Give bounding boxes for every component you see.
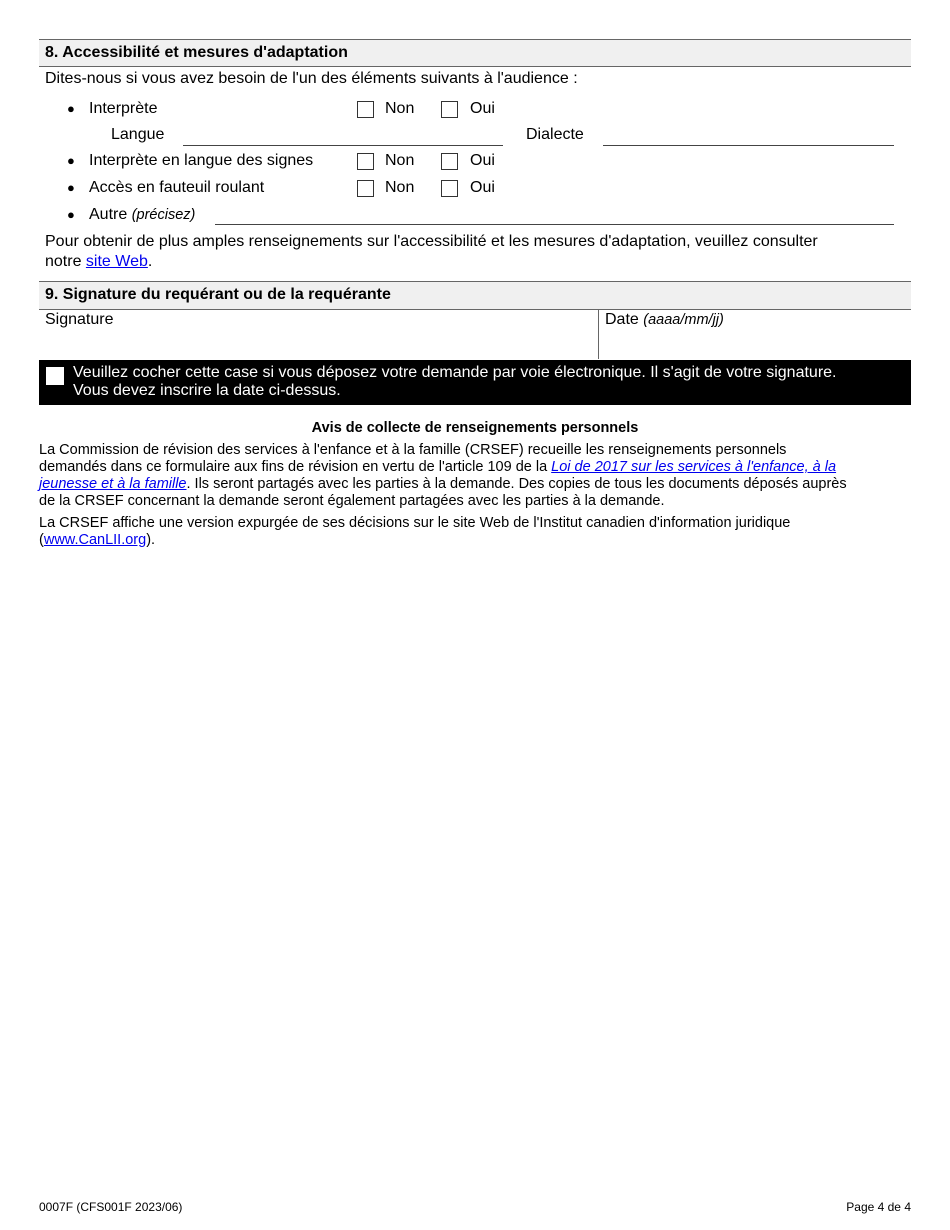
notice-p2-line1: La CRSEF affiche une version expurgée de ses décisions sur le site Web de l'Institut canadien d'information juridique [39,515,791,531]
sign-language-no-checkbox[interactable] [357,153,374,170]
item-other-label [89,205,195,225]
notice-p1-line3 [39,476,911,493]
website-link[interactable]: site Web [85,253,148,270]
language-label: Langue [111,126,165,143]
law-link[interactable]: Loi de 2017 sur les services à l'enfance, à la [551,459,837,475]
notice-paragraph-2 [39,515,911,549]
signature-field[interactable] [39,309,599,359]
section-9-header [39,281,911,310]
form-code: 0007F (CFS001F 2023/06) [39,1200,183,1214]
other-hint: (précisez) [131,207,196,223]
notice-p2-line2 [39,532,911,549]
electronic-signature-text [73,364,837,400]
section-9-title: 9. Signature du requérant ou de la requérante [45,286,391,303]
dialect-field[interactable] [603,145,894,146]
section-8-header [39,39,911,67]
date-field[interactable] [598,309,911,359]
sign-language-yes-label: Oui [470,152,495,169]
page-number: Page 4 de 4 [846,1200,911,1214]
item-wheelchair-label: Accès en fauteuil roulant [89,179,265,196]
wheelchair-no-label: Non [385,179,415,196]
notice-paragraph-1 [39,442,911,510]
notice-p1-line4: de la CRSEF concernant la demande seront également partagées avec les parties à la demande. [39,493,665,509]
notice-p1-line2-text: demandés dans ce formulaire aux fins de révision en vertu de l'article 109 de la [39,459,552,475]
electronic-signature-bar [39,360,911,405]
interpreter-no-label: Non [385,100,415,117]
info-period: . [147,253,153,270]
wheelchair-yes-label: Oui [470,179,495,196]
language-field[interactable] [183,145,503,146]
item-sign-language-label: Interprète en langue des signes [89,152,314,169]
wheelchair-no-checkbox[interactable] [357,180,374,197]
wheelchair-yes-checkbox[interactable] [441,180,458,197]
section-8-intro: Dites-nous si vous avez besoin de l'un des éléments suivants à l'audience : [45,70,578,87]
interpreter-yes-label: Oui [470,100,495,117]
date-label: Date [605,311,644,328]
accessibility-info-line2 [45,252,152,272]
other-label-text: Autre [89,206,128,223]
interpreter-yes-checkbox[interactable] [441,101,458,118]
notice-p2-close: ). [146,532,156,548]
date-hint: (aaaa/mm/jj) [643,312,724,328]
bullet-icon: ● [67,101,75,116]
bullet-icon: ● [67,180,75,195]
notice-p1-line1: La Commission de révision des services à l'enfance et à la famille (CRSEF) recueille les renseignements personnels [39,442,787,458]
sign-language-yes-checkbox[interactable] [441,153,458,170]
dialect-label: Dialecte [526,126,584,143]
law-link-cont[interactable]: jeunesse et à la famille [39,476,187,492]
signature-row [39,309,911,361]
canlii-link[interactable]: www.CanLII.org [43,532,147,548]
accessibility-info-line1: Pour obtenir de plus amples renseignements sur l'accessibilité et les mesures d'adaptation, veuillez consulter [45,233,818,250]
other-field[interactable] [215,224,894,225]
section-8-title: 8. Accessibilité et mesures d'adaptation [45,44,348,61]
electronic-line-2: Vous devez inscrire la date ci-dessus. [73,382,341,399]
notice-p1-line2 [39,459,911,476]
item-interpreter-label: Interprète [89,100,158,117]
bullet-icon: ● [67,207,75,222]
notice-title: Avis de collecte de renseignements personnels [311,420,639,436]
electronic-signature-checkbox[interactable] [46,367,64,385]
sign-language-no-label: Non [385,152,415,169]
notice-p2-open: ( [39,532,44,548]
electronic-line-1: Veuillez cocher cette case si vous déposez votre demande par voie électronique. Il s'agit de votre signature. [73,364,837,381]
bullet-icon: ● [67,153,75,168]
notice-p1-line3-text: . Ils seront partagés avec les parties à la demande. Des copies de tous les documents déposés auprès [186,476,847,492]
signature-label: Signature [45,311,114,328]
interpreter-no-checkbox[interactable] [357,101,374,118]
info-notre: notre [45,253,86,270]
